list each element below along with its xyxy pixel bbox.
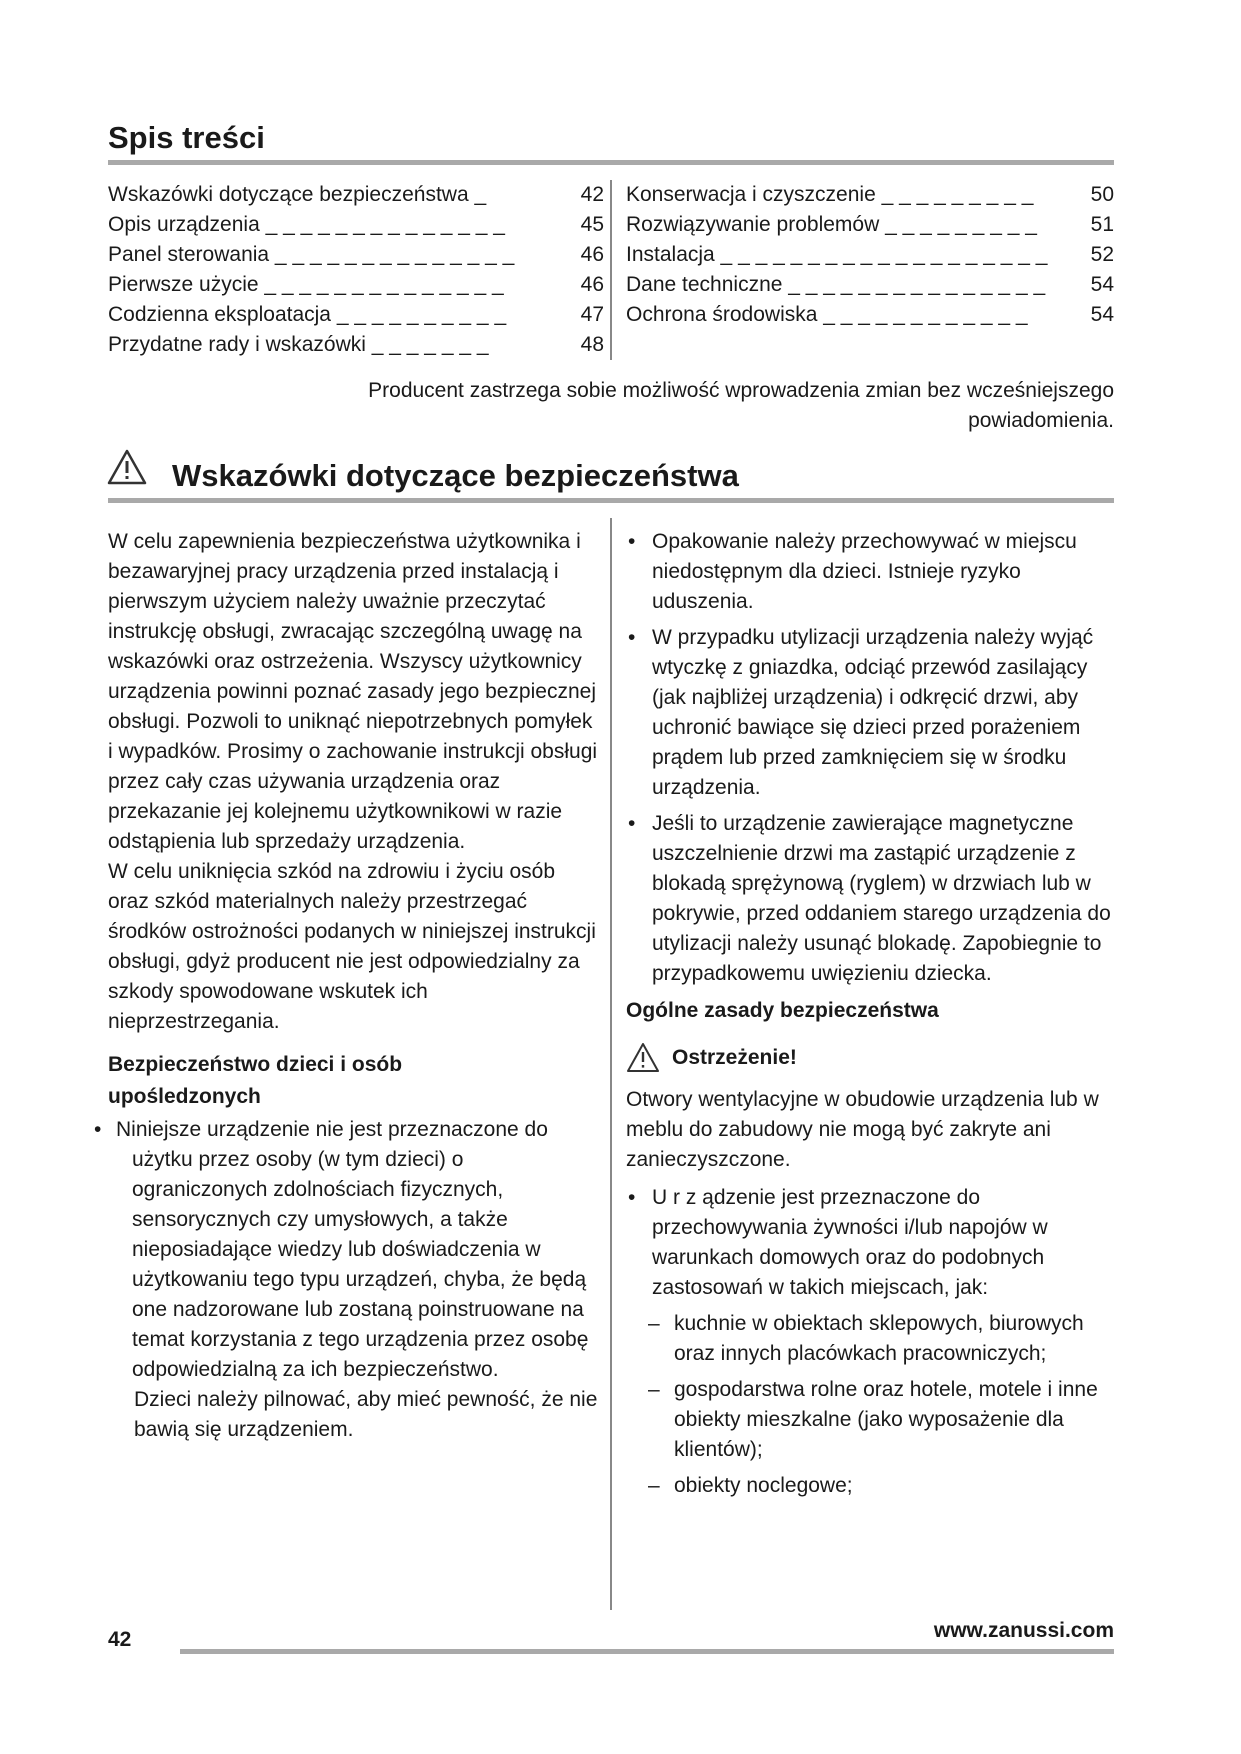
safety-bullet: • W przypadku utylizacji urządzenia należy wyjąć wtyczkę z gniazdka, odciąć przewód zasilający (jak najbliżej urządzenia) i odkręcić drzwi, aby uchronić bawiące się dzieci przed porażeniem prądem lub przed zamknięciem się w środku urządzenia.: [626, 623, 1116, 803]
warning-row: [626, 1039, 1116, 1077]
toc-note-line-1: Producent zastrzega sobie możliwość wprowadzenia zmian bez wcześniejszego: [368, 379, 1114, 402]
toc-note: [108, 376, 1114, 436]
use-list: [626, 1183, 1116, 1303]
footer-url[interactable]: www.zanussi.com: [933, 1619, 1114, 1642]
left-column: [108, 527, 600, 1445]
page-number: 42: [108, 1628, 132, 1651]
toc-entry-page: 46: [580, 273, 604, 296]
toc-entry[interactable]: [626, 240, 1114, 270]
toc-entry-page: 54: [1090, 303, 1114, 326]
toc-entry-title: Codzienna eksploatacja _ _ _ _ _ _ _ _ _ _: [108, 303, 507, 326]
toc-entry-page: 51: [1090, 213, 1114, 236]
use-bullet: [626, 1183, 1116, 1303]
toc-entry-page: 46: [580, 243, 604, 266]
toc-entry-title: Wskazówki dotyczące bezpieczeństwa _: [108, 183, 487, 206]
children-follow-text: Dzieci należy pilnować, aby mieć pewność, że nie bawią się urządzeniem.: [134, 1388, 598, 1441]
toc-entry-page: 54: [1090, 273, 1114, 296]
toc-entry-page: 52: [1090, 243, 1114, 266]
intro-paragraph-1: W celu zapewnienia bezpieczeństwa użytkownika i bezawaryjnej pracy urządzenia przed instalacją i pierwszym użyciem należy uważnie przeczytać instrukcję obsługi, zwracając szczególną uwagę na wskazówki oraz ostrzeżenia. Wszyscy użytkownicy urządzenia powinni poznać zasady jego bezpiecznej obsługi. Pozwoli to uniknąć niepotrzebnych pomyłek i wypadków. Prosimy o zachowanie instrukcji obsługi przez cały czas używania urządzenia oraz przekazanie jej kolejnemu użytkownikowi w razie odstąpienia lub sprzedaży urządzenia.: [108, 530, 598, 853]
intro-paragraph-2: W celu uniknięcia szkód na zdrowiu i życiu osób oraz szkód materialnych należy przestrzegać środków ostrożności podanych w niniejszej instrukcji obsługi, gdyż producent nie jest odpowiedzialny za szkody spowodowane wskutek ich nieprzestrzegania.: [108, 860, 596, 1033]
safety-bullet: • Opakowanie należy przechowywać w miejscu niedostępnym dla dzieci. Istnieje ryzyko uduszenia.: [626, 527, 1116, 617]
toc-entry-page: 45: [580, 213, 604, 236]
children-bullet-text: Niniejsze urządzenie nie jest przeznaczone do użytku przez osoby (w tym dzieci) o ograniczonych zdolnościach fizycznych, sensorycznych czy umysłowych, a także nieposiadające wiedzy lub doświadczenia w użytkowaniu tego typu urządzeń, chyba, że będą one nadzorowane lub zostaną poinstruowane na temat korzystania z tego urządzenia przez osobę odpowiedzialną za ich bezpieczeństwo.: [116, 1118, 589, 1381]
toc-entry-title: Przydatne rady i wskazówki _ _ _ _ _ _ _: [108, 333, 489, 356]
footer-rule: [180, 1649, 1114, 1654]
toc-entry-title: Instalacja _ _ _ _ _ _ _ _ _ _ _ _ _ _ _ _ _ _ _: [626, 243, 1048, 266]
toc-entry[interactable]: [626, 180, 1114, 210]
toc-entry[interactable]: [108, 300, 604, 330]
toc-entry[interactable]: [626, 270, 1114, 300]
warning-small-icon: [626, 1042, 660, 1074]
warning-label: Ostrzeżenie!: [672, 1046, 797, 1069]
use-dash-item: – obiekty noclegowe;: [648, 1471, 1116, 1501]
warning-text: Otwory wentylacyjne w obudowie urządzenia lub w meblu do zabudowy nie mogą być zakryte ani zanieczyszczone.: [626, 1088, 1099, 1171]
children-bullet: [108, 1115, 600, 1385]
use-dash-item: – kuchnie w obiektach sklepowych, biurowych oraz innych placówkach pracowniczych;: [648, 1309, 1116, 1369]
toc-entry[interactable]: [108, 270, 604, 300]
toc-divider: [610, 180, 612, 360]
right-bullet-list: [626, 527, 1116, 989]
safety-title-rule: [108, 498, 1114, 503]
toc-entry-title: Ochrona środowiska _ _ _ _ _ _ _ _ _ _ _ _: [626, 303, 1028, 326]
toc-entry[interactable]: [626, 210, 1114, 240]
toc-entry-page: 50: [1090, 183, 1114, 206]
safety-bullet: • Jeśli to urządzenie zawierające magnetyczne uszczelnienie drzwi ma zastąpić urządzenie z blokadą sprężynową (ryglem) w drzwiach lub w pokrywie, przed oddaniem starego urządzenia do utylizacji należy usunąć blokadę. Zapobiegnie to przypadkowemu uwięzieniu dziecka.: [626, 809, 1116, 989]
toc-entry-title: Konserwacja i czyszczenie _ _ _ _ _ _ _ _ _: [626, 183, 1034, 206]
toc-note-line-2: powiadomienia.: [968, 409, 1114, 432]
toc-entry[interactable]: [626, 300, 1114, 330]
toc-entry-title: Pierwsze użycie _ _ _ _ _ _ _ _ _ _ _ _ _ _: [108, 273, 504, 296]
general-heading: Ogólne zasady bezpieczeństwa: [626, 999, 939, 1022]
safety-title: Wskazówki dotyczące bezpieczeństwa: [172, 458, 739, 493]
use-dash-list: [648, 1309, 1116, 1501]
toc-entry-title: Panel sterowania _ _ _ _ _ _ _ _ _ _ _ _ _ _: [108, 243, 515, 266]
toc-title-rule: [108, 160, 1114, 165]
toc-entry-page: 47: [580, 303, 604, 326]
toc-entry[interactable]: [108, 240, 604, 270]
column-divider: [610, 518, 612, 1610]
warning-triangle-icon: [106, 448, 148, 491]
toc-title: Spis treści: [108, 120, 265, 155]
toc-entry-title: Dane techniczne _ _ _ _ _ _ _ _ _ _ _ _ _ _ _: [626, 273, 1046, 296]
right-column: [626, 527, 1116, 1507]
toc-entry-title: Opis urządzenia _ _ _ _ _ _ _ _ _ _ _ _ _ _: [108, 213, 505, 236]
use-bullet-text: U r z ądzenie jest przeznaczone do przechowywania żywności i/lub napojów w warunkach domowych oraz do podobnych zastosowań w takich miejscach, jak:: [652, 1186, 1048, 1299]
children-heading: Bezpieczeństwo dzieci i osób upośledzonych: [108, 1053, 403, 1108]
toc-entry-page: 48: [580, 333, 604, 356]
toc-entry[interactable]: [108, 330, 604, 360]
children-list: [108, 1115, 600, 1385]
toc-entry[interactable]: [108, 210, 604, 240]
toc-entry[interactable]: [108, 180, 604, 210]
toc-entry-title: Rozwiązywanie problemów _ _ _ _ _ _ _ _ _: [626, 213, 1037, 236]
use-dash-item: – gospodarstwa rolne oraz hotele, motele i inne obiekty mieszkalne (jako wyposażenie dla klientów);: [648, 1375, 1116, 1465]
toc-entry-page: 42: [580, 183, 604, 206]
